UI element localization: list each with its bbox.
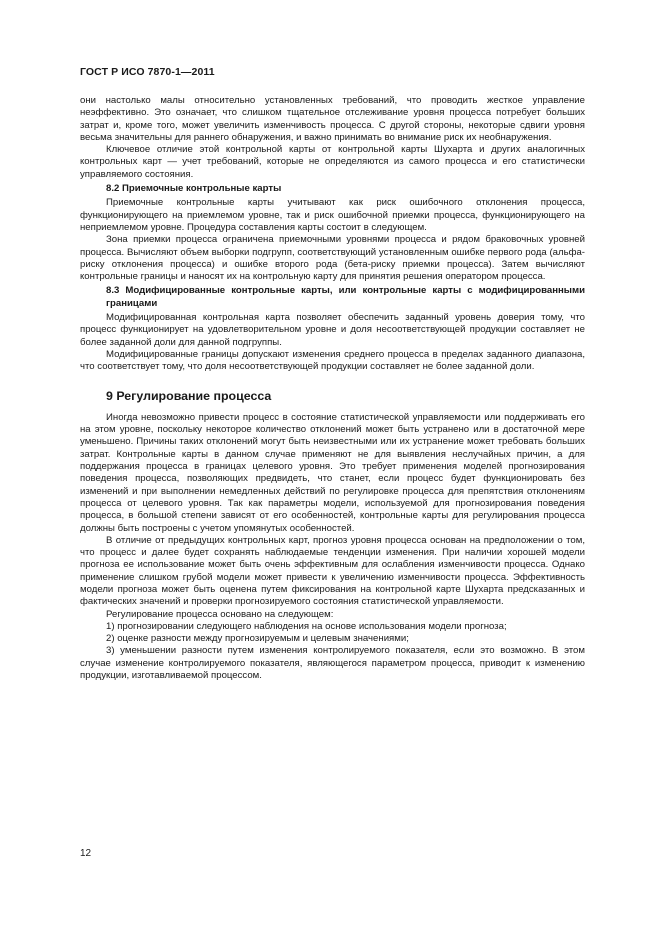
list-item: 1) прогнозировании следующего наблюдения на основе использования модели прогноза; — [106, 620, 507, 632]
section-heading-8-3: 8.3 Модифицированные контрольные карты, или контрольные карты с модифицированными границами — [106, 285, 585, 309]
list-item: 2) оценке разности между прогнозируемым и целевым значениями; — [106, 633, 409, 645]
section-heading-8-2: 8.2 Приемочные контрольные карты — [106, 183, 282, 195]
document-body — [80, 95, 585, 682]
paragraph: Ключевое отличие этой контрольной карты от контрольной карты Шухарта и других аналогичных контрольных карт — учет требований, которые не определяются из самого процесса и его статистически управляемого состояния. — [80, 144, 585, 180]
paragraph: Иногда невозможно привести процесс в состояние статистической управляемости или поддерживать его на этом уровне, поскольку некоторое количество отклонений может быть устранено или в достаточной мере уменьшено. Причины таких отклонений могут быть неизвестными или их устранение может требовать больших затрат. Контрольные карты в данном случае применяют не для выявления неслучайных причин, а для поддержания процесса в границах целевого уровня. Это требует применения моделей прогнозирования поведения процесса, позволяющих предвидеть, что станет, если процесс будет функционировать без изменений и при выполнении немедленных действий по регулировке процесса для препятствия отклонениям процесса от целевого уровня. Так как параметры модели, используемой для прогнозирования поведения процесса, в большой степени зависят от его особенностей, контрольные карты для регулирования процесса должны быть построены с учетом упомянутых особенностей. — [80, 411, 585, 534]
list-item: 3) уменьшении разности путем изменения контролируемого показателя, если это возможно. В этом случае изменение контролируемого показателя, являющегося параметром процесса, приводит к изменению продукции, изготавливаемой процессом. — [80, 645, 585, 682]
document-header: ГОСТ Р ИСО 7870-1—2011 — [80, 66, 215, 78]
paragraph: Регулирование процесса основано на следующем: — [106, 608, 334, 620]
page-number: 12 — [80, 848, 92, 859]
paragraph: Зона приемки процесса ограничена приемочными уровнями процесса и рядом браковочных уровней процесса. Вычисляют объем выборки подгрупп, соответствующий установленным ошибке первого рода (альфа-риску отклонения процесса) и ошибке второго рода (бета-риску приемки процесса). Затем вычисляют контрольные границы и наносят их на контрольную карту для принятия решения оператором процесса. — [80, 234, 585, 283]
section-heading-9: 9 Регулирование процесса — [106, 388, 272, 403]
paragraph: В отличие от предыдущих контрольных карт, прогноз уровня процесса основан на предположении о том, что процесс и далее будет сохранять наблюдаемые тенденции изменения. При наличии хорошей модели прогноза ее использование может быть очень эффективным для ослабления изменчивости процесса. Однако применение слишком грубой модели может привести к увеличению изменчивости процесса. Эффективность модели прогноза может быть оценена путем фиксирования на контрольной карте Шухарта предсказанных и фактических значений и проверки прогнозируемого состояния статистической управляемости. — [80, 534, 585, 608]
paragraph: Модифицированная контрольная карта позволяет обеспечить заданный уровень доверия тому, что процесс функционирует на удовлетворительном уровне и доля несоответствующей продукции составляет не более заданной доли для данной подгруппы. — [80, 312, 585, 348]
paragraph: Модифицированные границы допускают изменения среднего процесса в пределах заданного диапазона, что соответствует тому, что доля несоответствующей продукции составляет не более заданной доли. — [80, 348, 585, 373]
paragraph: Приемочные контрольные карты учитывают как риск ошибочного отклонения процесса, функционирующего на приемлемом уровне, так и риск ошибочной приемки процесса, функционирующего на неприемлемом уровне. Процедура составления карты состоит в следующем. — [80, 197, 585, 233]
paragraph: они настолько малы относительно установленных требований, что проводить жесткое управление неэффективно. Это означает, что слишком тщательное отслеживание уровня процесса потребует больших затрат и, кроме того, может увеличить изменчивость процесса. С другой стороны, некоторые сдвиги уровня весьма значительны для раннего обнаружения, и важно принимать во внимание риск их необнаружения. — [80, 95, 585, 143]
